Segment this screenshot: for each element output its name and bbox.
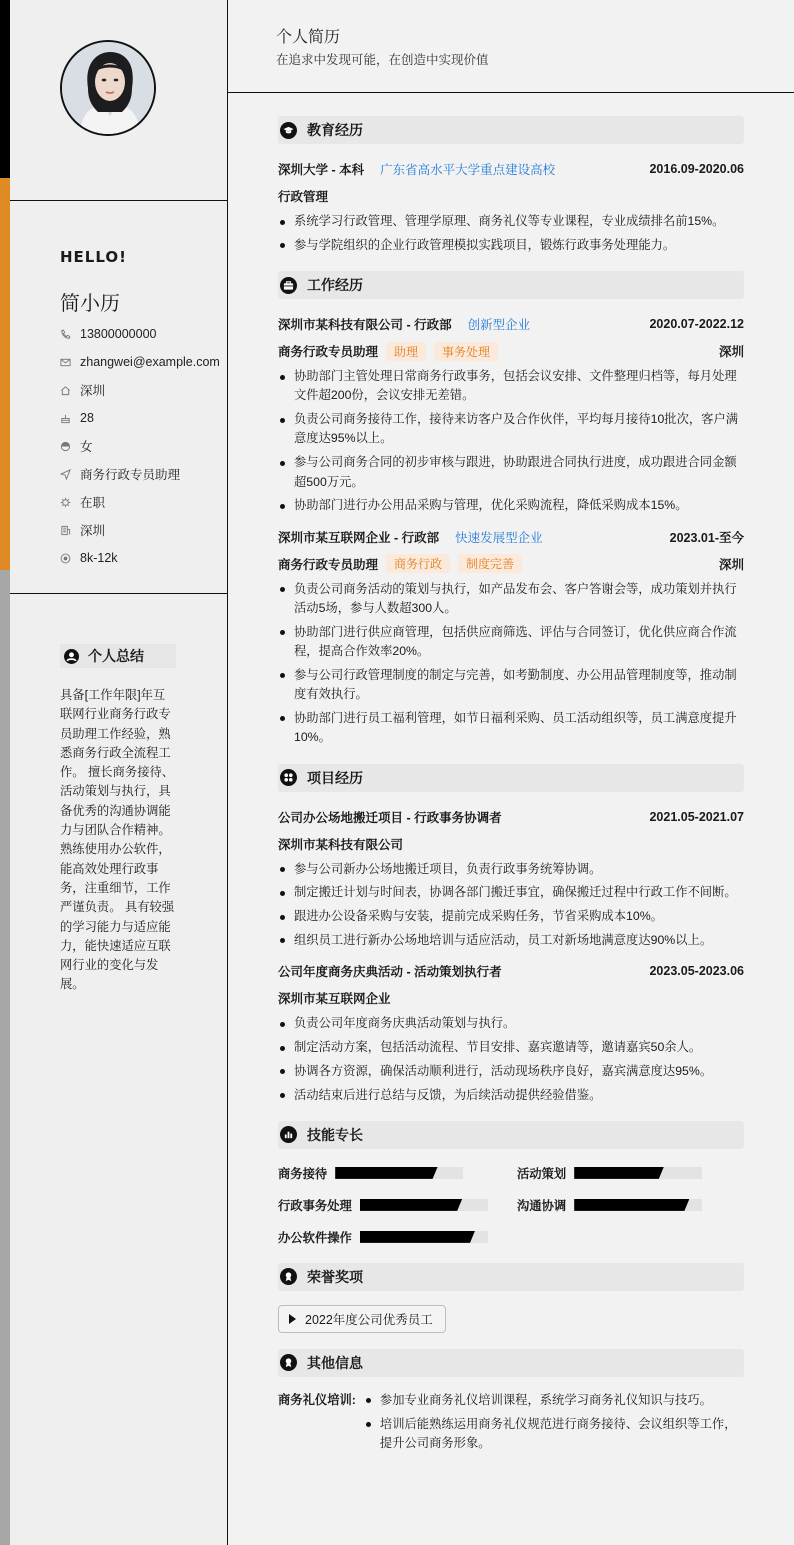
skill-bar-fill: [360, 1199, 462, 1211]
info-salary: [60, 544, 220, 572]
summary-heading-text: 个人总结: [88, 648, 144, 664]
work-entry-header: [278, 526, 744, 548]
info-location: [60, 376, 220, 404]
sidebar: [10, 0, 228, 1545]
list-item: 跟进办公设备采购与安装，提前完成采购任务，节省采购成本10%。: [278, 907, 744, 926]
work-role: 商务行政专员助理: [278, 345, 379, 360]
summary-text: 具备[工作年限]年互联网行业商务行政专员助理工作经验，熟悉商务行政全流程工作。 擅长商务接待、活动策划与执行，具备优秀的沟通协调能力与团队合作精神。 熟练使用办公软件，能高效处理行政事务，注重细节，工作严谨负责。 具有较强的学习能力与适应能力，能快速适应互联网行业的变化与发展。: [60, 688, 175, 992]
education-bullets: [278, 212, 744, 255]
project-entry: [278, 960, 744, 1105]
info-status: [60, 488, 220, 516]
bar-chart-icon: [280, 1126, 297, 1143]
hello-heading: HELLO!: [60, 248, 127, 266]
project-org-text: 深圳市某科技有限公司: [278, 837, 404, 852]
other-section: [278, 1349, 744, 1458]
work-role-line: [278, 339, 744, 363]
work-heading: [278, 271, 744, 299]
list-item: 负责公司商务活动的策划与执行，如产品发布会、客户答谢会等，成功策划并执行活动5场，参与人数超300人。: [278, 580, 744, 619]
skill-bar-fill: [574, 1167, 664, 1179]
work-date: 2023.01-至今: [669, 530, 744, 545]
grid-icon: [280, 769, 297, 786]
info-gender-text: 女: [80, 440, 93, 454]
project-entry-header: [278, 960, 744, 982]
sidebar-divider: [10, 593, 228, 594]
work-bullets: [278, 367, 744, 516]
education-heading-text: 教育经历: [307, 122, 363, 138]
skills-grid: [278, 1163, 744, 1259]
list-item: 制定搬迁计划与时间表，协调各部门搬迁事宜，确保搬迁过程中行政工作不间断。: [278, 883, 744, 902]
skill-item: [278, 1195, 488, 1215]
list-item: 参与学院组织的企业行政管理模拟实践项目，锻炼行政事务处理能力。: [278, 236, 744, 255]
skill-item: [278, 1163, 463, 1183]
work-entry: [278, 526, 744, 748]
project-org: [278, 986, 744, 1010]
play-icon: [289, 1314, 296, 1324]
project-entry-header: [278, 806, 744, 828]
awards-section: [278, 1263, 744, 1333]
skills-heading: [278, 1121, 744, 1149]
education-section: [278, 116, 744, 255]
skill-bar-fill: [360, 1231, 475, 1243]
profile-name: 简小历: [60, 293, 120, 315]
skill-name: 行政事务处理: [278, 1198, 352, 1213]
status-icon: [60, 497, 71, 508]
award-chip: [278, 1305, 446, 1333]
project-bullets: [278, 1014, 744, 1105]
info-icon: [280, 1354, 297, 1371]
list-item: 协助部门进行办公用品采购与管理，优化采购流程，降低采购成本15%。: [278, 496, 744, 515]
summary-heading: [60, 644, 176, 668]
page-title: 个人简历: [276, 29, 341, 46]
skill-name: 办公软件操作: [278, 1230, 352, 1245]
work-company: 深圳市某互联网企业 - 行政部: [278, 530, 440, 545]
skill-bar: [574, 1167, 702, 1179]
skill-item: [517, 1163, 702, 1183]
info-salary-text: 8k-12k: [80, 551, 118, 565]
work-tag: 事务处理: [434, 342, 498, 361]
list-item: 活动结束后进行总结与反馈，为后续活动提供经验借鉴。: [278, 1086, 744, 1105]
list-item: 协助部门进行供应商管理，包括供应商筛选、评估与合同签订，优化供应商合作流程，提高合作效率20%。: [278, 623, 744, 662]
education-major-text: 行政管理: [278, 190, 329, 204]
skill-name: 活动策划: [517, 1166, 567, 1181]
skill-bar: [335, 1167, 463, 1179]
work-tag: 助理: [386, 342, 426, 361]
project-org-text: 深圳市某互联网企业: [278, 992, 391, 1007]
accent-strip-middle: [0, 178, 10, 570]
skill-bar-fill: [335, 1167, 437, 1179]
info-age-text: 28: [80, 411, 94, 425]
info-position: [60, 460, 220, 488]
home-icon: [60, 385, 71, 396]
skill-bar: [360, 1199, 488, 1211]
other-heading-text: 其他信息: [307, 1354, 363, 1371]
info-city: [60, 516, 220, 544]
info-gender: [60, 432, 220, 460]
page-header: [228, 0, 794, 93]
salary-icon: [60, 553, 71, 564]
work-tag: 制度完善: [458, 554, 522, 573]
skill-bar: [574, 1199, 702, 1211]
info-email: [60, 348, 220, 376]
info-age: [60, 404, 220, 432]
skill-bar-fill: [574, 1199, 689, 1211]
skills-heading-text: 技能专长: [307, 1126, 363, 1143]
awards-heading: [278, 1263, 744, 1291]
project-bullets: [278, 860, 744, 951]
accent-strip-top: [0, 0, 10, 178]
education-tag: 广东省高水平大学重点建设高校: [380, 163, 556, 177]
skill-name: 商务接待: [278, 1166, 328, 1181]
skill-item: [278, 1227, 488, 1247]
mail-icon: [60, 357, 71, 368]
info-location-text: 深圳: [80, 384, 106, 398]
projects-section: [278, 764, 744, 1105]
work-tag: 商务行政: [386, 554, 450, 573]
education-major: [278, 184, 744, 208]
work-bullets: [278, 580, 744, 748]
list-item: 系统学习行政管理、管理学原理、商务礼仪等专业课程，专业成绩排名前15%。: [278, 212, 744, 231]
sidebar-divider: [10, 200, 228, 201]
skill-bar: [360, 1231, 488, 1243]
info-phone: [60, 320, 220, 348]
skill-item: [517, 1195, 702, 1215]
work-city: 深圳: [718, 557, 744, 572]
info-status-text: 在职: [80, 496, 106, 510]
work-company-tag: 快速发展型企业: [455, 530, 543, 545]
send-icon: [60, 469, 71, 480]
info-city-text: 深圳: [80, 524, 106, 538]
list-item: 参加专业商务礼仪培训课程，系统学习商务礼仪知识与技巧。: [364, 1391, 744, 1410]
work-company: 深圳市某科技有限公司 - 行政部: [278, 318, 452, 333]
main-content: [278, 116, 744, 1458]
avatar: [60, 40, 156, 136]
other-info: [278, 1391, 744, 1458]
education-heading: [278, 116, 744, 144]
projects-heading-text: 项目经历: [307, 769, 363, 786]
user-icon: [64, 649, 79, 664]
project-org: [278, 832, 744, 856]
work-city: 深圳: [718, 345, 744, 360]
graduation-cap-icon: [280, 122, 297, 139]
list-item: 协调各方资源，确保活动顺利进行，活动现场秩序良好，嘉宾满意度达95%。: [278, 1062, 744, 1081]
project-name: 公司办公场地搬迁项目 - 行政事务协调者: [278, 810, 502, 825]
other-heading: [278, 1349, 744, 1377]
phone-icon: [60, 329, 71, 340]
list-item: 制定活动方案，包括活动流程、节目安排、嘉宾邀请等，邀请嘉宾50余人。: [278, 1038, 744, 1057]
info-position-text: 商务行政专员助理: [80, 468, 181, 482]
awards-heading-text: 荣誉奖项: [307, 1268, 363, 1285]
project-date: 2023.05-2023.06: [649, 964, 744, 979]
work-entry-header: [278, 313, 744, 335]
briefcase-icon: [280, 277, 297, 294]
project-entry: [278, 806, 744, 951]
list-item: 参与公司商务合同的初步审核与跟进，协助跟进合同执行进度，成功跟进合同金额超500万元。: [278, 453, 744, 492]
education-entry-header: [278, 158, 744, 180]
work-company-tag: 创新型企业: [467, 318, 531, 333]
list-item: 参与公司行政管理制度的制定与完善，如考勤制度、办公用品管理制度等，推动制度有效执行。: [278, 666, 744, 705]
list-item: 负责公司商务接待工作，接待来访客户及合作伙伴，平均每月接待10批次，客户满意度达95%以上。: [278, 410, 744, 449]
education-date: 2016.09-2020.06: [649, 162, 744, 176]
list-item: 培训后能熟练运用商务礼仪规范进行商务接待、会议组织等工作，提升公司商务形象。: [364, 1415, 744, 1454]
project-date: 2021.05-2021.07: [649, 809, 744, 824]
project-name: 公司年度商务庆典活动 - 活动策划执行者: [278, 965, 502, 980]
info-phone-text: 13800000000: [80, 327, 157, 341]
contact-info-list: [60, 320, 220, 572]
list-item: 协助部门进行员工福利管理，如节日福利采购、员工活动组织等，员工满意度提升10%。: [278, 709, 744, 748]
accent-strip-bottom: [0, 570, 10, 1545]
skills-section: [278, 1121, 744, 1259]
projects-heading: [278, 764, 744, 792]
page-subtitle: 在追求中发现可能，在创造中实现价值: [276, 53, 489, 67]
work-entry: [278, 313, 744, 516]
list-item: 负责公司年度商务庆典活动策划与执行。: [278, 1014, 744, 1033]
award-icon: [280, 1268, 297, 1285]
other-label: 商务礼仪培训:: [278, 1392, 356, 1407]
other-bullets: [364, 1391, 744, 1458]
list-item: 协助部门主管处理日常商务行政事务，包括会议安排、文件整理归档等，每月处理文件超200份，会议安排无差错。: [278, 367, 744, 406]
list-item: 参与公司新办公场地搬迁项目，负责行政事务统筹协调。: [278, 860, 744, 879]
work-date: 2020.07-2022.12: [649, 317, 744, 332]
work-section: [278, 271, 744, 747]
gender-icon: [60, 441, 71, 452]
skill-name: 沟通协调: [517, 1198, 567, 1213]
info-email-text: zhangwei@example.com: [80, 355, 220, 369]
award-text: 2022年度公司优秀员工: [305, 1312, 433, 1327]
education-school: 深圳大学 - 本科: [278, 163, 365, 177]
work-role: 商务行政专员助理: [278, 557, 379, 572]
work-heading-text: 工作经历: [307, 277, 363, 294]
work-role-line: [278, 552, 744, 576]
list-item: 组织员工进行新办公场地培训与适应活动，员工对新场地满意度达90%以上。: [278, 931, 744, 950]
building-icon: [60, 525, 71, 536]
cake-icon: [60, 413, 71, 424]
